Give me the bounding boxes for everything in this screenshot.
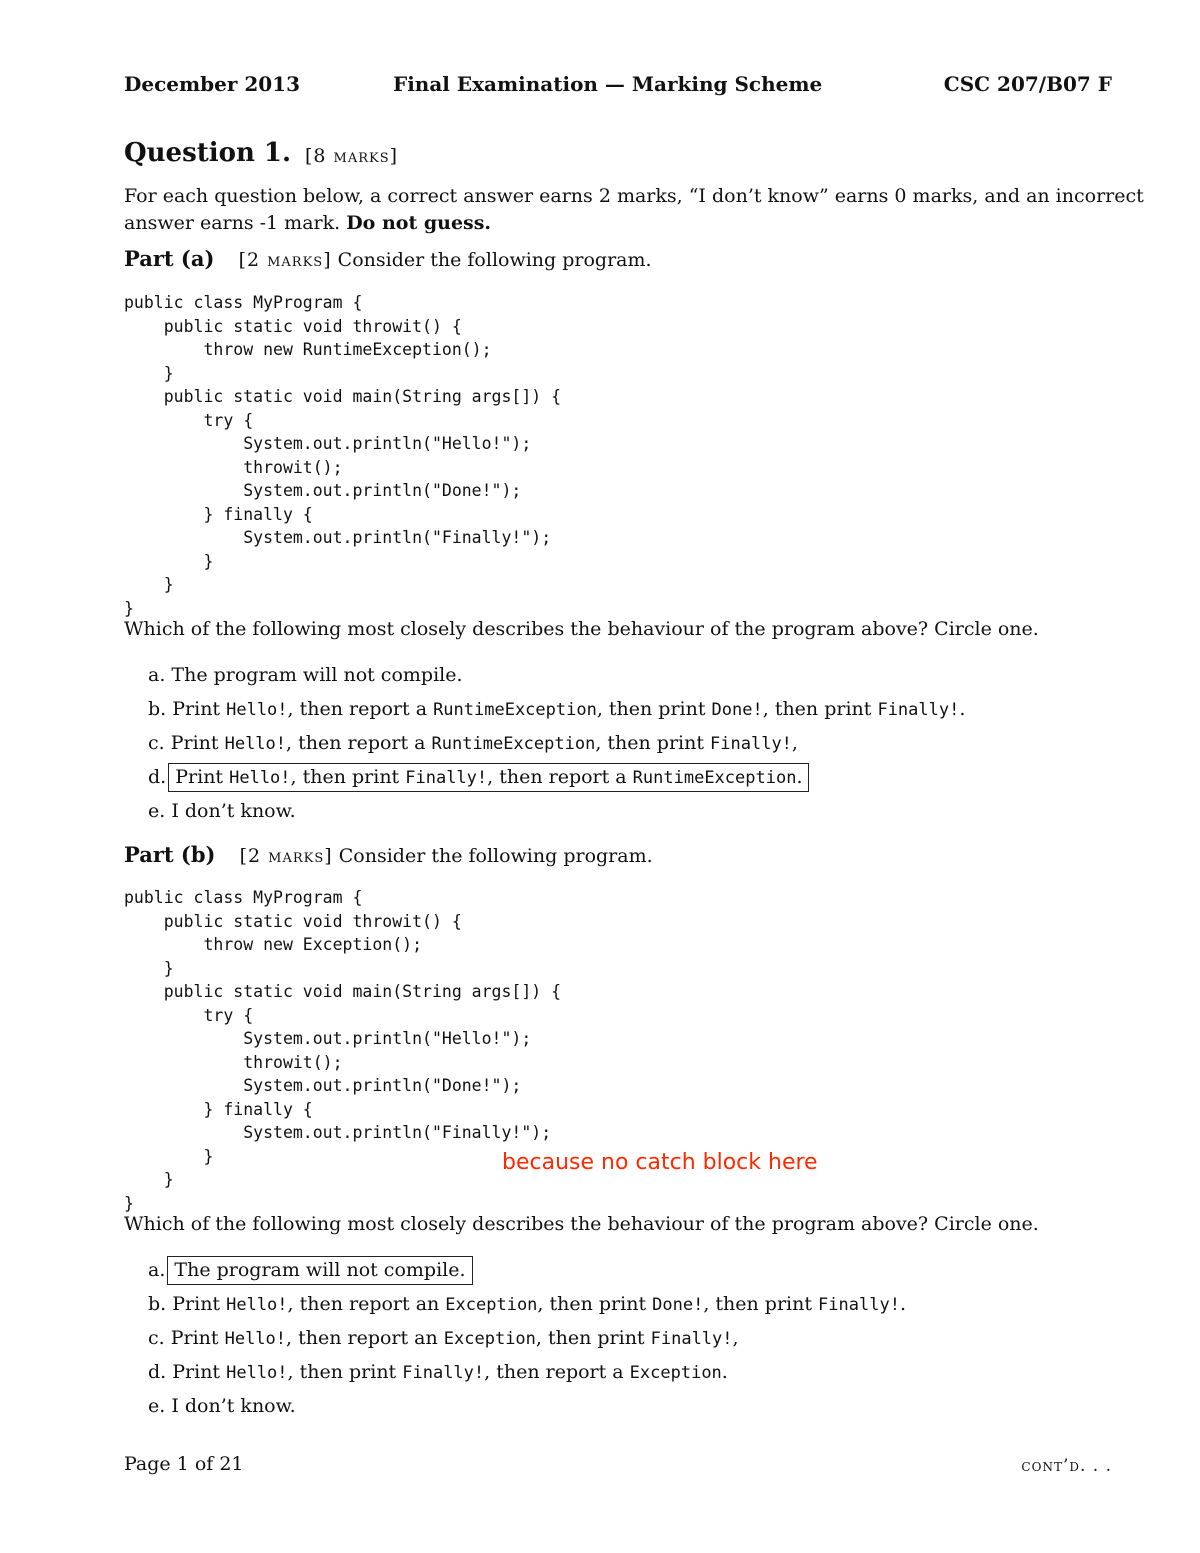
part-a-prompt: Consider the following program. — [337, 249, 652, 271]
header-title: Final Examination — Marking Scheme — [393, 72, 823, 96]
code-token: Hello! — [226, 1363, 288, 1383]
part-b-code: public class MyProgram { public static void throwit() { throw new Exception(); } public static void main(String args[]) { try { System.out.println("Hello!"); throwit(); System.out.println("Done!"); } finally { System.out.println("Finally!"); } } } — [124, 888, 562, 1213]
option-text — [172, 698, 965, 720]
part-a-marks: [2 marks] — [238, 249, 332, 271]
margin-annotation: because no catch block here — [502, 1150, 818, 1175]
option-letter: b. — [148, 1293, 173, 1315]
option-segment: Print — [170, 1327, 225, 1349]
header-course: CSC 207/B07 F — [943, 72, 1112, 96]
question-marks: [8 marks] — [305, 145, 399, 167]
option-a — [148, 1259, 473, 1281]
option-segment: Print — [172, 1293, 227, 1315]
part-b-prompt: Consider the following program. — [338, 845, 653, 867]
question-title: Question 1. — [124, 138, 292, 168]
option-segment: Print — [172, 1361, 227, 1383]
option-e — [148, 800, 296, 822]
option-segment: , then print — [762, 698, 878, 720]
option-text-boxed-answer — [168, 763, 809, 792]
option-segment: Print — [172, 698, 227, 720]
code-token: RuntimeException — [433, 700, 597, 720]
option-segment: , — [791, 732, 798, 754]
option-text — [172, 1293, 906, 1315]
intro-warning: Do not guess. — [346, 212, 492, 234]
part-a-question: Which of the following most closely describes the behaviour of the program above? Circle one. — [124, 618, 1039, 640]
option-segment: , then print — [703, 1293, 819, 1315]
code-token: Hello! — [226, 700, 288, 720]
option-d — [148, 1361, 728, 1383]
footer-page-number: Page 1 of 21 — [124, 1453, 244, 1475]
option-segment: , then report a — [487, 766, 633, 788]
option-a — [148, 664, 463, 686]
code-token: Finally! — [405, 768, 488, 788]
option-segment: The program will not compile. — [171, 664, 463, 686]
intro-text: answer earns -1 mark. — [124, 212, 347, 234]
part-b-label: Part (b) — [124, 842, 216, 867]
option-segment: , — [732, 1327, 739, 1349]
option-segment: , then print — [595, 732, 711, 754]
option-letter: a. — [148, 1259, 172, 1281]
option-segment: Print — [170, 732, 225, 754]
option-segment: . — [899, 1293, 906, 1315]
option-e — [148, 1395, 296, 1417]
code-token: RuntimeException — [431, 734, 596, 754]
option-letter: d. — [148, 766, 173, 788]
code-token: Finally! — [650, 1329, 733, 1349]
option-c — [148, 1327, 739, 1349]
option-text — [171, 800, 295, 822]
option-b — [148, 698, 965, 720]
option-segment: , then report a — [286, 732, 432, 754]
option-segment: I don’t know. — [171, 800, 296, 822]
option-letter: c. — [148, 1327, 171, 1349]
code-token: Exception — [445, 1295, 538, 1315]
question-intro-line1: For each question below, a correct answer earns 2 marks, “I don’t know” earns 0 marks, and an incorrect — [124, 185, 1144, 207]
option-segment: , then print — [537, 1293, 653, 1315]
code-token: Hello! — [224, 1329, 287, 1349]
option-letter: e. — [148, 800, 172, 822]
option-letter: d. — [148, 1361, 173, 1383]
option-segment: , then print — [287, 1361, 403, 1383]
part-b-question: Which of the following most closely describes the behaviour of the program above? Circle one. — [124, 1213, 1039, 1235]
option-segment: . — [796, 766, 803, 788]
option-text — [171, 1395, 295, 1417]
footer-continued: cont’d. . . — [1021, 1456, 1112, 1476]
header-date: December 2013 — [124, 72, 301, 96]
option-segment: , then print — [596, 698, 712, 720]
code-token: Hello! — [226, 1295, 288, 1315]
option-segment: , then report a — [484, 1361, 630, 1383]
option-text — [171, 732, 798, 754]
option-segment: , then print — [290, 766, 406, 788]
code-token: Finally! — [402, 1363, 485, 1383]
option-text — [172, 1361, 728, 1383]
part-a-code: public class MyProgram { public static void throwit() { throw new RuntimeException(); } public static void main(String args[]) { try { System.out.println("Hello!"); throwit(); System.out.println("Done!"); } finally { System.out.println("Finally!"); } } } — [124, 293, 562, 618]
option-segment: , then report an — [287, 1293, 446, 1315]
code-token: Exception — [629, 1363, 722, 1383]
code-token: Done! — [711, 700, 763, 720]
code-token: RuntimeException — [632, 768, 797, 788]
option-segment: Print — [175, 766, 230, 788]
option-text — [171, 1327, 739, 1349]
code-token: Done! — [652, 1295, 704, 1315]
code-token: Finally! — [710, 734, 792, 754]
option-segment: The program will not compile. — [174, 1259, 466, 1281]
option-segment: , then report an — [286, 1327, 444, 1349]
option-b — [148, 1293, 906, 1315]
part-b-marks: [2 marks] — [239, 845, 333, 867]
option-segment: . — [959, 698, 966, 720]
option-letter: a. — [148, 664, 172, 686]
option-c — [148, 732, 798, 754]
code-token: Hello! — [229, 768, 291, 788]
part-a-label: Part (a) — [124, 246, 215, 271]
option-text — [171, 664, 462, 686]
code-token: Exception — [443, 1329, 536, 1349]
option-segment: , then print — [535, 1327, 651, 1349]
option-letter: c. — [148, 732, 171, 754]
option-segment: , then report a — [287, 698, 434, 720]
option-text-boxed-answer — [167, 1256, 472, 1285]
question-intro-line2 — [124, 212, 491, 234]
part-a-heading — [124, 246, 652, 271]
option-d — [148, 766, 809, 788]
option-letter: e. — [148, 1395, 172, 1417]
code-token: Hello! — [224, 734, 287, 754]
code-token: Finally! — [877, 700, 960, 720]
code-token: Finally! — [818, 1295, 900, 1315]
option-segment: I don’t know. — [171, 1395, 296, 1417]
part-b-heading — [124, 842, 653, 867]
option-letter: b. — [148, 698, 173, 720]
option-segment: . — [721, 1361, 728, 1383]
